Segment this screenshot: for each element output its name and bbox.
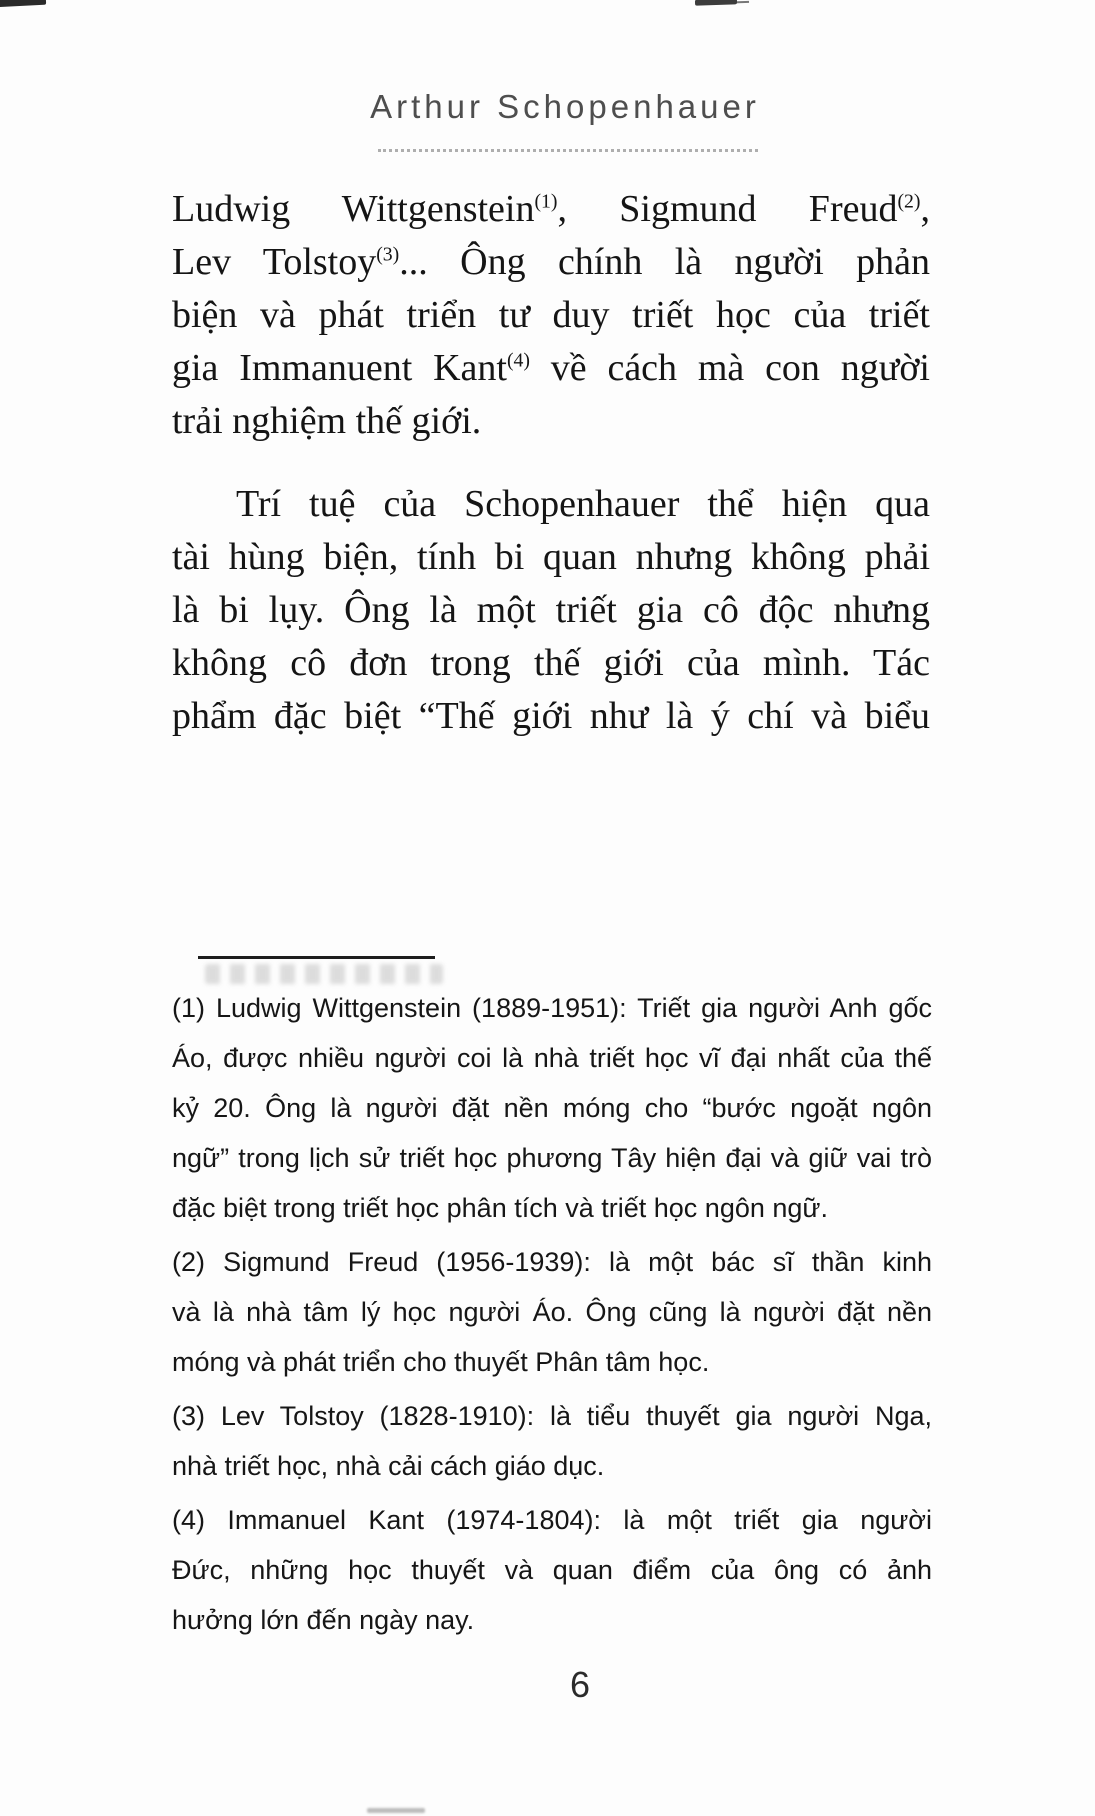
text-line	[172, 395, 930, 448]
footnote-ref-4: (4)	[506, 349, 530, 372]
text-line: (1) Ludwig Wittgenstein (1889-1951): Triết gia người Anh gốc	[172, 993, 932, 1023]
footnote-2	[172, 1237, 932, 1387]
body-text-segment: Trí tuệ của Schopenhauer thể hiện qua	[236, 483, 930, 525]
text-line: Áo, được nhiều người coi là nhà triết học vĩ đại nhất của thế	[172, 1043, 932, 1073]
text-line	[172, 478, 930, 531]
body-text-segment: không cô đơn trong thế giới của mình. Tác	[172, 642, 930, 684]
footnote-3	[172, 1391, 932, 1491]
text-line: hưởng lớn đến ngày nay.	[172, 1605, 475, 1635]
paragraph	[172, 183, 930, 448]
body-text-segment: ,	[920, 188, 930, 230]
body-text-segment: phẩm đặc biệt “Thế giới như là ý chí và biểu	[172, 695, 930, 737]
text-line: ngữ” trong lịch sử triết học phương Tây hiện đại và giữ vai trò	[172, 1143, 932, 1173]
text-line: (3) Lev Tolstoy (1828-1910): là tiểu thuyết gia người Nga,	[172, 1401, 932, 1431]
scan-artifact-top-right	[695, 0, 737, 6]
scan-artifact-bottom	[367, 1808, 425, 1813]
body-text-segment: biện và phát triển tư duy triết học của triết	[172, 294, 930, 336]
text-line: nhà triết học, nhà cải cách giáo dục.	[172, 1451, 605, 1481]
body-text-segment: Ludwig Wittgenstein	[172, 188, 535, 230]
footnote-1	[172, 983, 932, 1233]
page-number: 6	[569, 1664, 591, 1705]
footnote-ref-3: (3)	[376, 243, 400, 266]
text-line	[172, 531, 930, 584]
body-text-segment: ... Ông chính là người phản	[399, 241, 931, 283]
footnote-ref-2: (2)	[897, 190, 921, 213]
ink-bleed-through	[205, 964, 443, 984]
text-line: đặc biệt trong triết học phân tích và triết học ngôn ngữ.	[172, 1193, 828, 1223]
text-line	[172, 637, 930, 690]
body-text-segment: trải nghiệm thế giới.	[172, 400, 482, 442]
text-line: Đức, những học thuyết và quan điểm của ông có ảnh	[172, 1555, 932, 1585]
text-line	[172, 289, 930, 342]
body-text-segment: tài hùng biện, tính bi quan nhưng không phải	[172, 536, 930, 578]
body-text-segment: là bi lụy. Ông là một triết gia cô độc nhưng	[172, 589, 930, 631]
paragraph	[172, 478, 930, 743]
running-header-title: Arthur Schopenhauer	[370, 88, 760, 125]
body-text	[172, 183, 930, 743]
body-text-segment: Lev Tolstoy	[172, 241, 377, 283]
text-line: kỷ 20. Ông là người đặt nền móng cho “bước ngoặt ngôn	[172, 1093, 932, 1123]
text-line	[172, 236, 930, 289]
text-line	[172, 584, 930, 637]
footnote-4	[172, 1495, 932, 1645]
text-line	[172, 342, 930, 395]
text-line	[172, 690, 930, 743]
body-text-segment: gia Immanuent Kant	[172, 347, 507, 389]
text-line: móng và phát triển cho thuyết Phân tâm học.	[172, 1347, 710, 1377]
footnote-separator-rule	[198, 956, 435, 959]
scan-artifact-top-left	[0, 0, 46, 7]
body-text-segment: về cách mà con người	[529, 347, 930, 389]
text-line: và là nhà tâm lý học người Áo. Ông cũng là người đặt nền	[172, 1297, 932, 1327]
footnote-ref-1: (1)	[534, 190, 558, 213]
body-text-segment: , Sigmund Freud	[557, 188, 898, 230]
text-line: (4) Immanuel Kant (1974-1804): là một triết gia người	[172, 1505, 932, 1535]
text-line	[172, 183, 930, 236]
footnotes-block	[172, 983, 932, 1649]
text-line: (2) Sigmund Freud (1956-1939): là một bác sĩ thần kinh	[172, 1247, 932, 1277]
header-dotted-rule	[378, 149, 758, 152]
